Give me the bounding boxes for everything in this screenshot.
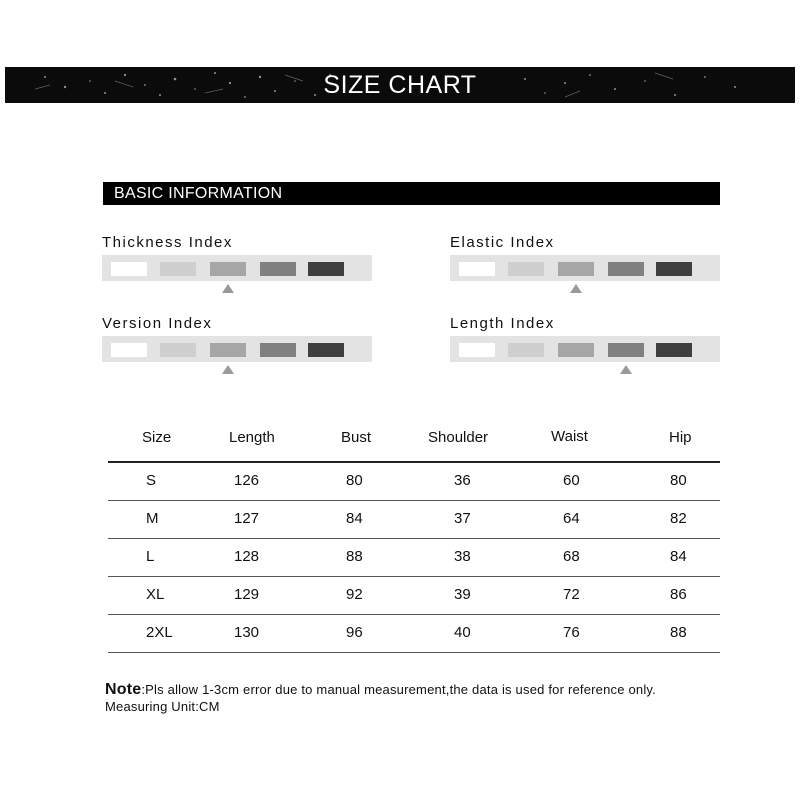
column-header-length: Length (229, 429, 275, 446)
index-scale (450, 255, 720, 281)
note (105, 681, 656, 715)
index-swatch (160, 262, 196, 276)
index-swatch (308, 343, 344, 357)
cell-hip: 88 (670, 624, 687, 641)
cell-size: S (146, 472, 157, 489)
cell-length: 130 (234, 624, 260, 641)
cell-length: 128 (234, 548, 260, 565)
column-header-hip: Hip (669, 429, 692, 446)
cell-hip: 82 (670, 510, 687, 527)
cell-waist: 72 (563, 586, 580, 603)
section-title: BASIC INFORMATION (114, 185, 283, 202)
table-header-row (108, 420, 720, 463)
banner-title: SIZE CHART (323, 71, 477, 99)
cell-waist: 76 (563, 624, 580, 641)
index-swatch (608, 262, 644, 276)
table-row (108, 577, 720, 615)
section-header (103, 182, 720, 205)
note-line (105, 681, 656, 698)
cell-waist: 60 (563, 472, 580, 489)
cell-hip: 80 (670, 472, 687, 489)
index-swatch (111, 343, 147, 357)
cell-bust: 92 (346, 586, 363, 603)
measuring-unit: Measuring Unit:CM (105, 699, 220, 714)
index-swatch (111, 262, 147, 276)
index-swatch (210, 343, 246, 357)
index-swatch (308, 262, 344, 276)
index-label: Version Index (102, 315, 213, 332)
index-swatch (558, 262, 594, 276)
column-header-size: Size (142, 429, 172, 446)
index-swatch (160, 343, 196, 357)
note-text: :Pls allow 1-3cm error due to manual measurement,the data is used for reference only. (141, 682, 656, 697)
index-swatch (260, 343, 296, 357)
cell-bust: 96 (346, 624, 363, 641)
cell-shoulder: 36 (454, 472, 471, 489)
table-row (108, 615, 720, 653)
index-swatch (508, 343, 544, 357)
index-marker-icon (222, 365, 234, 374)
thickness-index (102, 234, 372, 294)
size-chart-banner (5, 67, 795, 103)
index-swatch (508, 262, 544, 276)
index-label: Elastic Index (450, 234, 555, 251)
cell-size: 2XL (146, 624, 173, 641)
cell-length: 126 (234, 472, 260, 489)
index-swatch (459, 262, 495, 276)
cell-shoulder: 39 (454, 586, 471, 603)
index-swatch (459, 343, 495, 357)
index-label: Length Index (450, 315, 555, 332)
index-label: Thickness Index (102, 234, 233, 251)
elastic-index (450, 234, 720, 294)
cell-size: L (146, 548, 155, 565)
cell-bust: 88 (346, 548, 363, 565)
cell-length: 129 (234, 586, 260, 603)
index-swatch (260, 262, 296, 276)
table-row (108, 539, 720, 577)
cell-hip: 86 (670, 586, 687, 603)
note-label: Note (105, 681, 142, 698)
index-swatch (210, 262, 246, 276)
column-header-shoulder: Shoulder (428, 429, 489, 446)
index-swatch (608, 343, 644, 357)
column-header-waist: Waist (551, 428, 588, 445)
index-swatch (656, 343, 692, 357)
cell-waist: 68 (563, 548, 580, 565)
cell-bust: 84 (346, 510, 363, 527)
cell-hip: 84 (670, 548, 687, 565)
cell-size: M (146, 510, 159, 527)
index-marker-icon (620, 365, 632, 374)
index-swatch (558, 343, 594, 357)
cell-bust: 80 (346, 472, 363, 489)
index-scale (102, 336, 372, 362)
index-scale (102, 255, 372, 281)
cell-length: 127 (234, 510, 260, 527)
index-scale (450, 336, 720, 362)
cell-size: XL (146, 586, 165, 603)
cell-shoulder: 37 (454, 510, 471, 527)
column-header-bust: Bust (341, 429, 372, 446)
size-table (108, 420, 720, 653)
index-marker-icon (222, 284, 234, 293)
cell-shoulder: 40 (454, 624, 471, 641)
length-index (450, 315, 720, 375)
version-index (102, 315, 372, 375)
index-swatch (656, 262, 692, 276)
table-row (108, 501, 720, 539)
cell-shoulder: 38 (454, 548, 471, 565)
cell-waist: 64 (563, 510, 580, 527)
table-row (108, 463, 720, 501)
index-marker-icon (570, 284, 582, 293)
